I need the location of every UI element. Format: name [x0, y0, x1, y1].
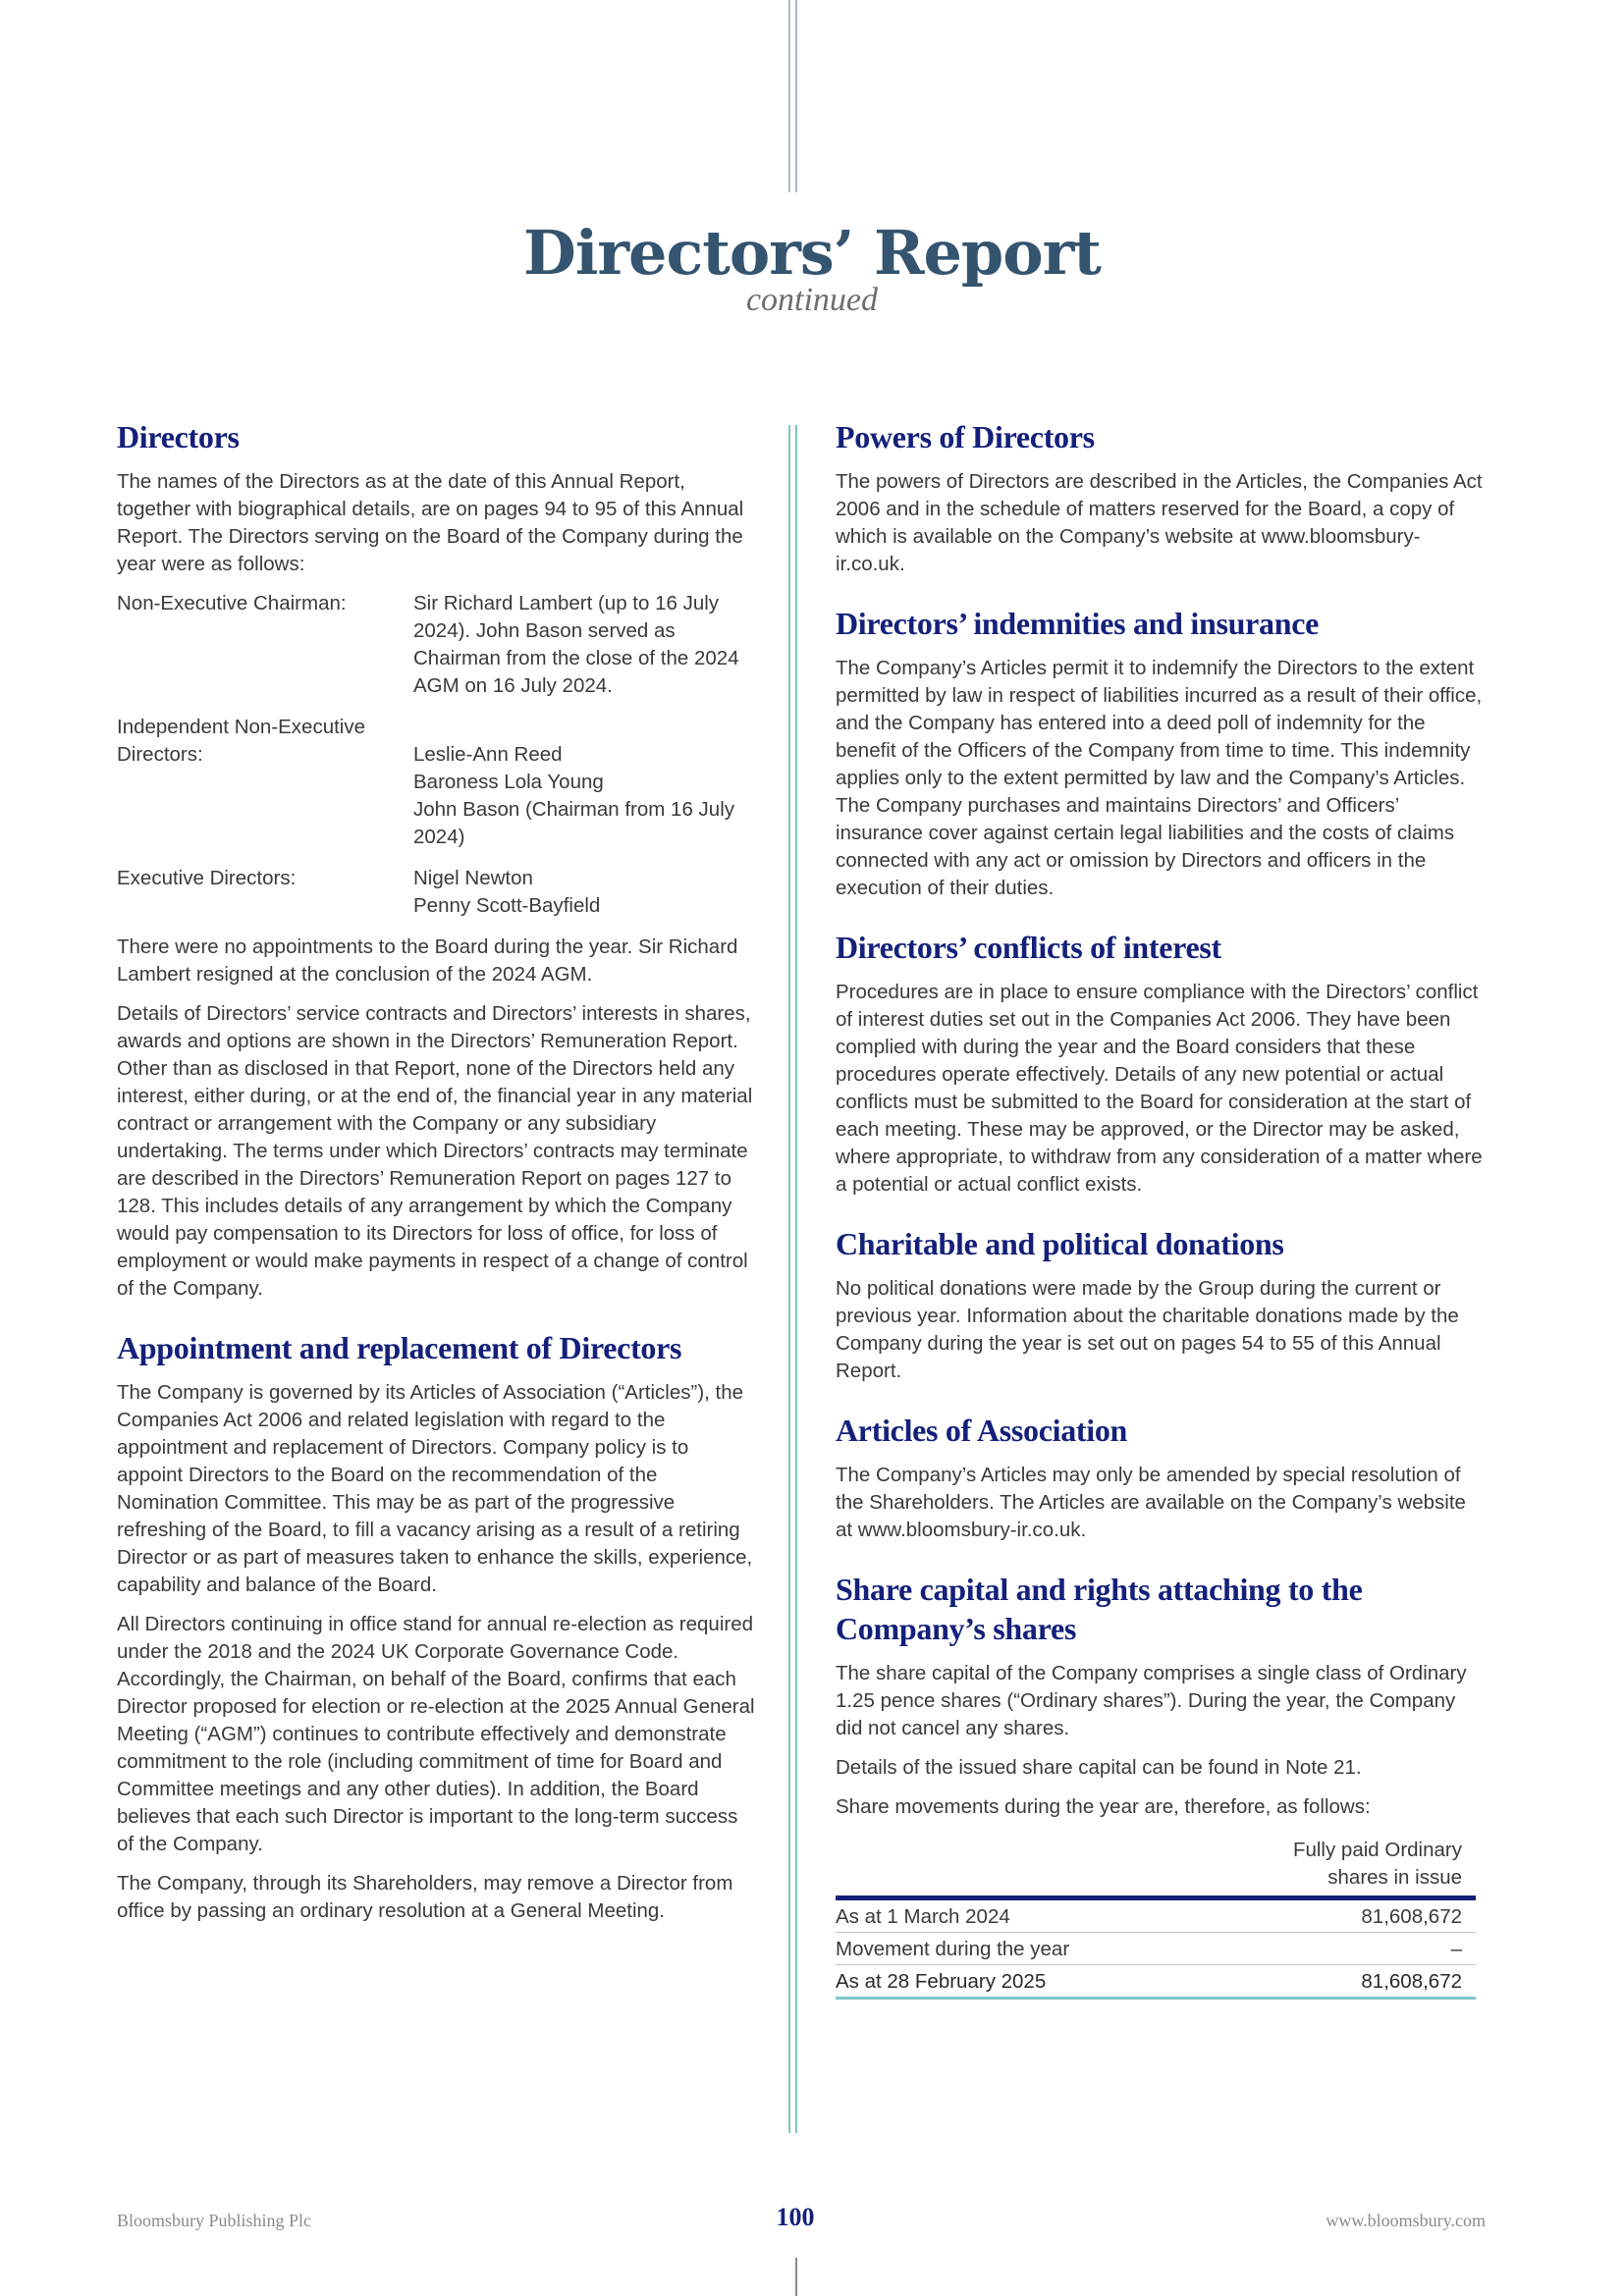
- section-heading: Charitable and political donations: [836, 1226, 1284, 1261]
- right-column: [836, 417, 1484, 2025]
- section-indemnities: [836, 604, 1484, 902]
- table-header-row: [836, 1837, 1476, 1898]
- paragraph: The Company, through its Shareholders, may remove a Director from office by passing an ordinary resolution at a General Meeting.: [117, 1872, 733, 1922]
- section-share-capital: [836, 1570, 1484, 2000]
- table-row: [836, 1933, 1476, 1965]
- section-heading: Directors’ conflicts of interest: [836, 930, 1221, 965]
- role-names: [413, 590, 755, 700]
- section-heading: Articles of Association: [836, 1413, 1128, 1448]
- header-line: Fully paid Ordinary: [1292, 1839, 1462, 1861]
- paragraph: Share movements during the year are, therefore, as follows:: [836, 1795, 1371, 1818]
- director-name: Leslie-Ann Reed: [413, 743, 563, 766]
- row-value: 81,608,672: [1195, 1898, 1476, 1933]
- section-heading: Share capital and rights attaching to the Company’s shares: [836, 1572, 1363, 1646]
- table-row: [836, 1898, 1476, 1933]
- paragraph: The powers of Directors are described in the Articles, the Companies Act 2006 and in the schedule of matters reserved for the Board, a copy of which is available on the Company’s website at www.bloomsbury-ir.co.uk.: [836, 470, 1483, 575]
- page-header: [0, 218, 1624, 318]
- director-name: John Bason (Chairman from 16 July 2024): [413, 798, 735, 848]
- role-label: Executive Directors:: [117, 867, 297, 889]
- paragraph: The names of the Directors as at the date of this Annual Report, together with biographical details, are on pages 94 to 95 of this Annual Report. The Directors serving on the Board of the Company during the year were as follows:: [117, 470, 744, 575]
- left-column: [117, 417, 755, 1950]
- top-decorative-rule: [788, 0, 797, 192]
- section-heading: Directors’ indemnities and insurance: [836, 606, 1319, 641]
- footer-website-link[interactable]: www.bloomsbury.com: [1326, 2211, 1486, 2230]
- share-movements-table: [836, 1837, 1476, 2000]
- section-directors: [117, 417, 755, 1303]
- director-name: Sir Richard Lambert (up to 16 July 2024). John Bason served as Chairman from the close of the 2024 AGM on 16 July 2024.: [413, 592, 739, 697]
- role-label: Independent Non-Executive Directors:: [117, 716, 366, 766]
- row-label: Movement during the year: [836, 1933, 1195, 1965]
- paragraph: Details of Directors’ service contracts and Directors’ interests in shares, awards and options are shown in the Directors’ Remuneration Report. Other than as disclosed in that Report, none of the Directors held any interest, either during, or at the end of, the financial year in any material contract or arrangement with the Company or any subsidiary undertaking. The terms under which Directors’ contracts may terminate are described in the Directors’ Remuneration Report on pages 127 to 128. This includes details of any arrangement by which the Company would pay compensation to its Directors for loss of office, for loss of employment or would make payments in respect of a change of control of the Company.: [117, 1002, 753, 1300]
- paragraph: All Directors continuing in office stand for annual re-election as required under the 2018 and the 2024 UK Corporate Governance Code. Accordingly, the Chairman, on behalf of the Board, confirms that each Director proposed for election or re-election at the 2025 Annual General Meeting (“AGM”) continues to contribute effectively and demonstrate commitment to the role (including commitment of time for Board and Committee meetings and any other duties). In addition, the Board believes that each such Director is important to the long-term success of the Company.: [117, 1613, 755, 1855]
- page-number: 100: [776, 2203, 815, 2231]
- section-donations: [836, 1224, 1484, 1385]
- bottom-decorative-rule: [795, 2258, 797, 2296]
- section-conflicts: [836, 928, 1484, 1199]
- section-heading: Appointment and replacement of Directors: [117, 1330, 682, 1365]
- directors-role-row: [117, 865, 755, 920]
- paragraph: The Company’s Articles may only be amended by special resolution of the Shareholders. The Articles are available on the Company’s website at www.bloomsbury-ir.co.uk.: [836, 1464, 1466, 1541]
- section-appointment: [117, 1328, 755, 1925]
- paragraph: Procedures are in place to ensure compliance with the Directors’ conflict of interest duties set out in the Companies Act 2006. They have been complied with during the year and the Board considers that these procedures operate effectively. Details of any new potential or actual conflicts must be submitted to the Board for consideration at the start of each meeting. These may be approved, or the Director may be asked, where appropriate, to withdraw from any consideration of a matter where a potential or actual conflict exists.: [836, 981, 1483, 1196]
- directors-role-row: [117, 714, 755, 851]
- footer-company-name: Bloomsbury Publishing Plc: [117, 2211, 312, 2230]
- table-header-blank: [836, 1837, 1195, 1898]
- row-label: As at 1 March 2024: [836, 1898, 1195, 1933]
- section-powers: [836, 417, 1484, 578]
- row-label: As at 28 February 2025: [836, 1965, 1195, 1999]
- paragraph: Details of the issued share capital can be found in Note 21.: [836, 1756, 1362, 1779]
- directors-list: [117, 590, 755, 920]
- section-articles: [836, 1411, 1484, 1544]
- paragraph: The Company’s Articles permit it to indemnify the Directors to the extent permitted by law in respect of liabilities incurred as a result of their office, and the Company has entered into a deed poll of indemnity for the benefit of the Officers of the Company from time to time. This indemnity applies only to the extent permitted by law and the Company’s Articles. The Company purchases and maintains Directors’ and Officers’ insurance cover against certain legal liabilities and the costs of claims connected with any act or omission by Directors and officers in the execution of their duties.: [836, 657, 1483, 899]
- section-heading: Directors: [117, 419, 240, 454]
- row-value: 81,608,672: [1195, 1965, 1476, 1999]
- paragraph: No political donations were made by the Group during the current or previous year. Information about the charitable donations made by the Company during the year is set out on pages 54 to 55 of this Annual Report.: [836, 1277, 1459, 1382]
- director-name: Penny Scott-Bayfield: [413, 894, 601, 917]
- paragraph: The share capital of the Company comprises a single class of Ordinary 1.25 pence shares (“Ordinary shares”). During the year, the Company did not cancel any shares.: [836, 1662, 1467, 1739]
- role-names: [413, 714, 755, 851]
- page-subtitle: continued: [745, 282, 879, 318]
- section-heading: Powers of Directors: [836, 419, 1095, 454]
- director-name: Baroness Lola Young: [413, 771, 604, 793]
- paragraph: The Company is governed by its Articles of Association (“Articles”), the Companies Act 2006 and related legislation with regard to the appointment and replacement of Directors. Company policy is to appoint Directors to the Board on the recommendation of the Nomination Committee. This may be as part of the progressive refreshing of the Board, to fill a vacancy arising as a result of a retiring Director or as part of measures taken to enhance the skills, experience, capability and balance of the Board.: [117, 1381, 753, 1596]
- column-divider: [788, 425, 797, 2133]
- director-name: Nigel Newton: [413, 867, 533, 889]
- page-title: Directors’ Report: [523, 217, 1101, 289]
- row-value: –: [1195, 1933, 1476, 1965]
- role-label: Non-Executive Chairman:: [117, 592, 347, 614]
- paragraph: There were no appointments to the Board during the year. Sir Richard Lambert resigned at the conclusion of the 2024 AGM.: [117, 935, 738, 986]
- role-names: [413, 865, 600, 920]
- table-header-shares: [1195, 1837, 1476, 1898]
- directors-role-row: [117, 590, 755, 700]
- table-row-total: [836, 1965, 1476, 1999]
- header-line: shares in issue: [1327, 1866, 1462, 1889]
